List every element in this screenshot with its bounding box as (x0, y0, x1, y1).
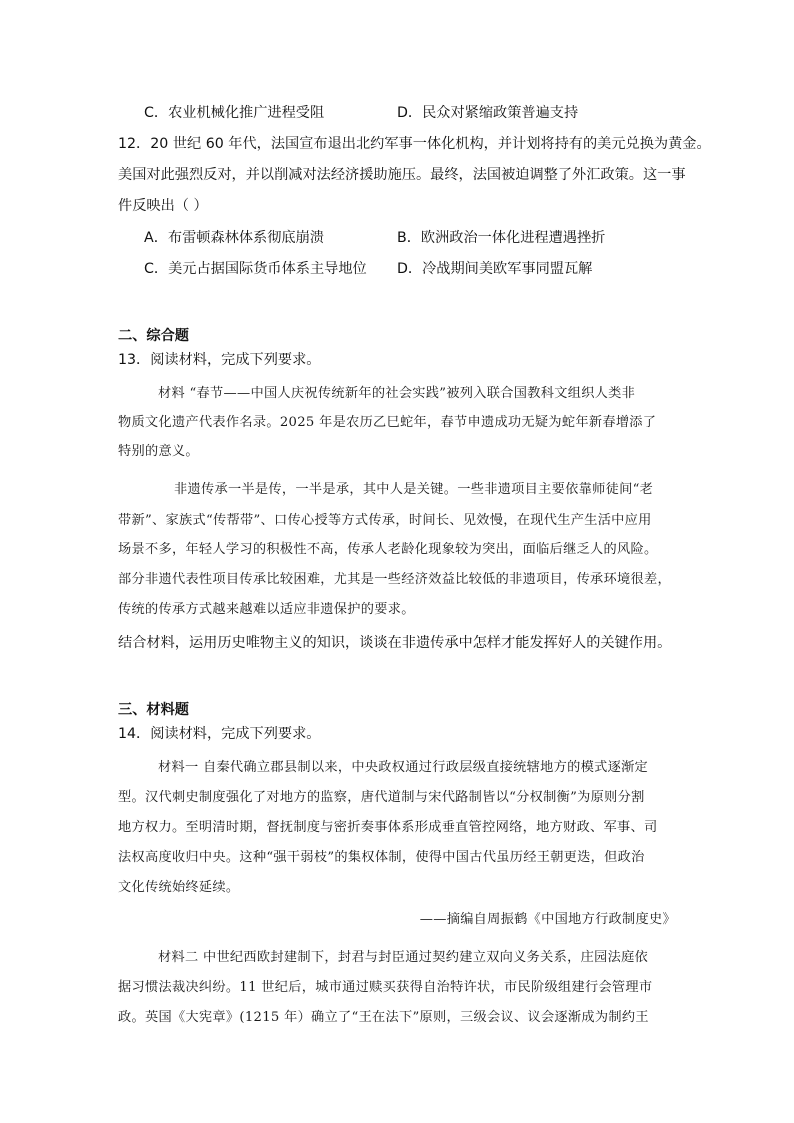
q13-material-p2-line-2: 带新”、家族式“传帮带”、口传心授等方式传承，时间长、见效慢，在现代生产生活中应用 (118, 513, 652, 528)
q12-option-b: B．欧洲政治一体化进程遭遇挫折 (397, 230, 606, 246)
q12-stem-line-2: 美国对此强烈反对，并以削减对法经济援助施压。最终，法国被迫调整了外汇政策。这一事 (118, 167, 686, 183)
section-2-heading: 二、综合题 (118, 328, 189, 344)
q14-stem: 14．阅读材料，完成下列要求。 (118, 726, 321, 742)
q13-material-p1-line-1: 材料 “春节——中国人庆祝传统新年的社会实践”被列入联合国教科文组织人类非 (158, 386, 636, 401)
q13-material-p2-line-5: 传统的传承方式越来越难以适应非遗保护的要求。 (118, 602, 415, 617)
q12-stem-line-1: 12．20 世纪 60 年代，法国宣布退出北约军事一体化机构，并计划将持有的美元兑换为黄金。 (118, 136, 711, 152)
q14-material-1-line-4: 法权高度收归中央。这种“强干弱枝”的集权体制，使得中国古代虽历经王朝更迭，但政治 (118, 850, 645, 865)
q12-option-d: D．冷战期间美欧军事同盟瓦解 (397, 261, 593, 277)
q14-material-1-line-3: 地方权力。至明清时期，督抚制度与密折奏事体系形成垂直管控网络，地方财政、军事、司 (118, 820, 658, 835)
q14-material-2-line-3: 政。英国《大宪章》(1215 年）确立了“王在法下”原则，三级会议、议会逐渐成为制约王 (118, 1010, 649, 1025)
q12-option-c: C．美元占据国际货币体系主导地位 (144, 261, 367, 277)
q14-material-1-line-2: 型。汉代刺史制度强化了对地方的监察，唐代道制与宋代路制皆以“分权制衡”为原则分割 (118, 790, 645, 805)
q13-material-p2-line-4: 部分非遗代表性项目传承比较困难，尤其是一些经济效益比较低的非遗项目，传承环境很差， (118, 572, 671, 587)
q14-material-2-line-1: 材料二 中世纪西欧封建制下，封君与封臣通过契约建立双向义务关系，庄园法庭依 (158, 950, 649, 965)
q14-material-1-line-5: 文化传统始终延续。 (118, 880, 240, 895)
q13-stem: 13．阅读材料，完成下列要求。 (118, 352, 321, 368)
q13-material-p2-line-1: 非遗传承一半是传，一半是承，其中人是关键。一些非遗项目主要依靠师徒间“老 (174, 482, 654, 497)
q13-question: 结合材料，运用历史唯物主义的知识，谈谈在非遗传承中怎样才能发挥好人的关键作用。 (118, 635, 672, 651)
q12-option-a: A．布雷顿森林体系彻底崩溃 (144, 230, 324, 246)
q13-material-p1-line-2: 物质文化遗产代表作名录。2025 年是农历乙巳蛇年，春节申遗成功无疑为蛇年新春增添了 (118, 415, 657, 430)
q14-material-2-line-2: 据习惯法裁决纠纷。11 世纪后，城市通过赎买获得自治特许状，市民阶级组建行会管理市 (118, 980, 653, 995)
q14-material-1-source: ——摘编自周振鹤《中国地方行政制度史》 (419, 912, 676, 927)
q12-stem-line-3: 件反映出（ ） (118, 198, 208, 214)
q13-material-p1-line-3: 特别的意义。 (118, 444, 199, 459)
q11-option-d: D．民众对紧缩政策普遍支持 (397, 105, 579, 121)
q13-material-p2-line-3: 场景不多，年轻人学习的积极性不高，传承人老龄化现象较为突出，面临后继乏人的风险。 (118, 542, 658, 557)
section-3-heading: 三、材料题 (118, 702, 189, 718)
q11-option-c: C．农业机械化推广进程受阻 (144, 105, 325, 121)
q14-material-1-line-1: 材料一 自秦代确立郡县制以来，中央政权通过行政层级直接统辖地方的模式逐渐定 (158, 760, 649, 775)
